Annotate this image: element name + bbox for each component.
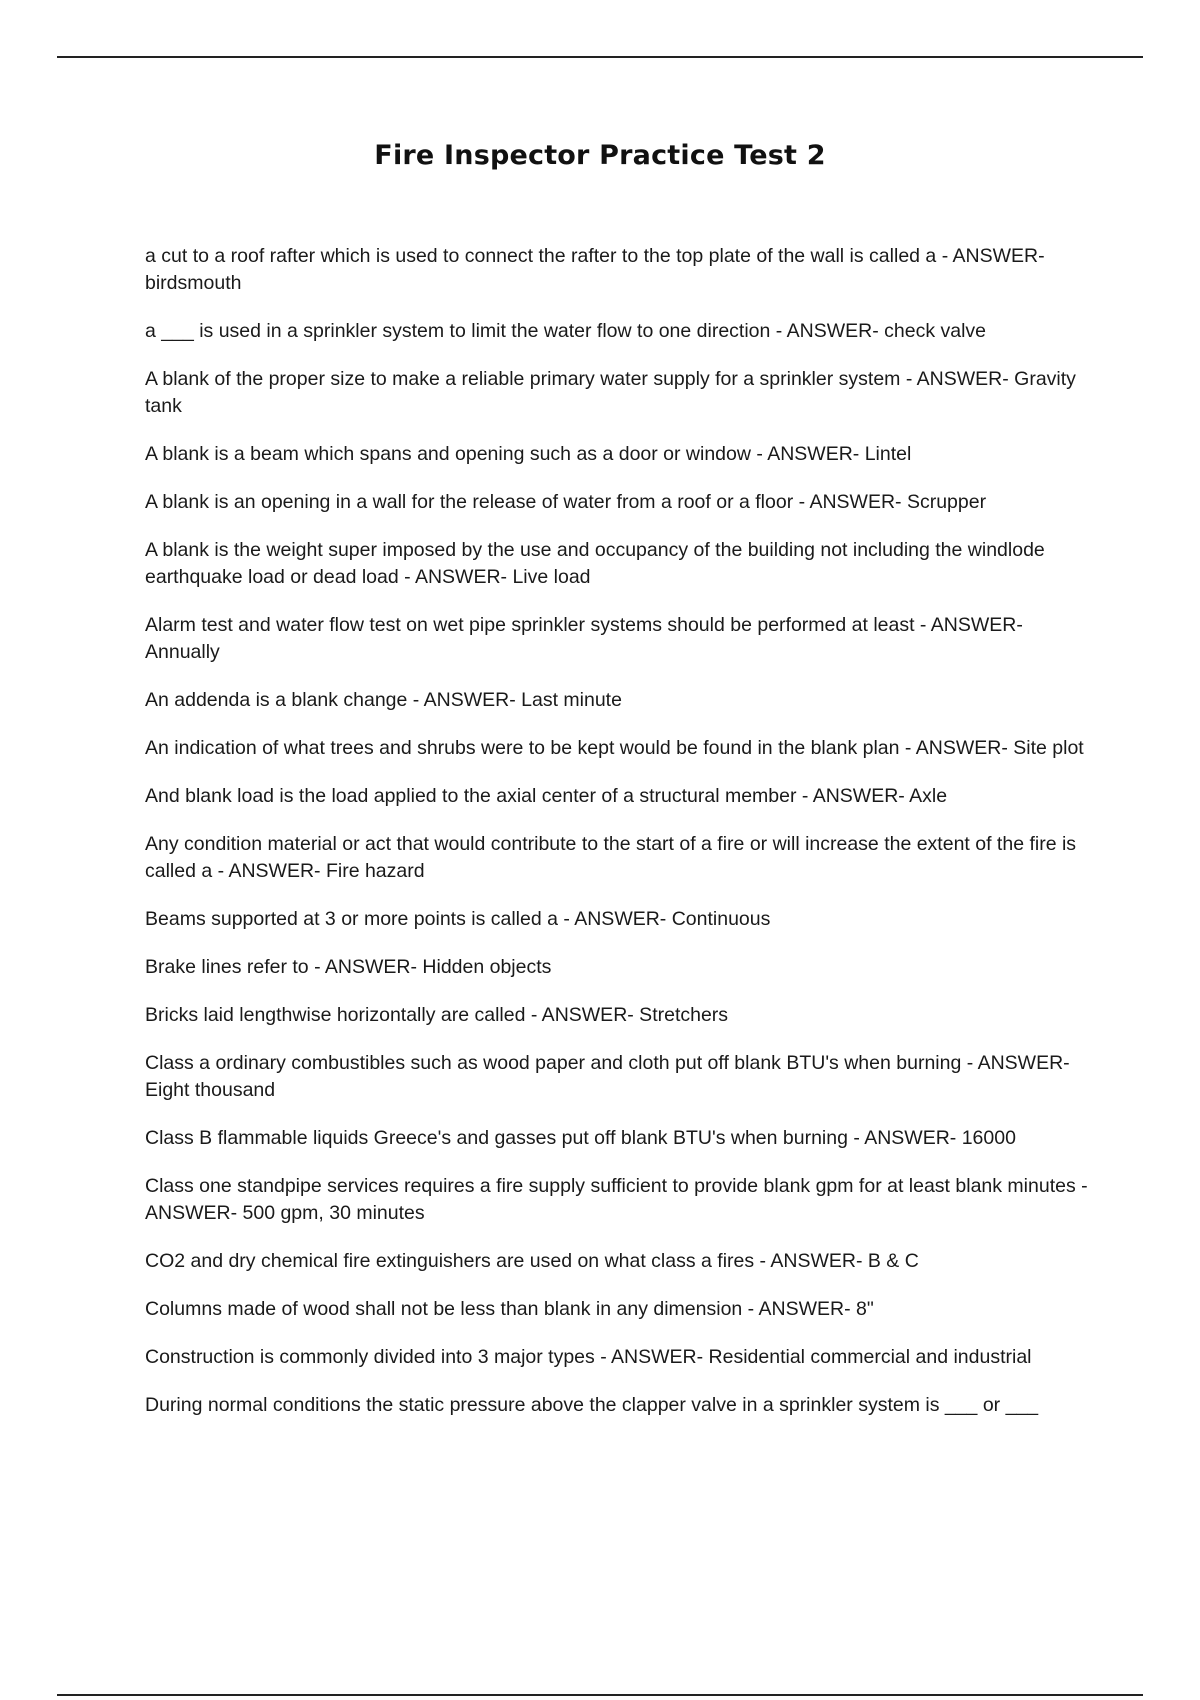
list-item: During normal conditions the static pressure above the clapper valve in a sprinkler system is ___ or ___	[145, 1394, 1039, 1416]
list-item: a cut to a roof rafter which is used to connect the rafter to the top plate of the wall is called a - ANSWER- birdsmouth	[145, 245, 1045, 294]
top-rule	[57, 56, 1143, 58]
list-item: A blank is the weight super imposed by the use and occupancy of the building not including the windlode earthquake load or dead load - ANSWER- Live load	[145, 539, 1045, 588]
question-list	[145, 243, 1090, 1440]
list-item: Alarm test and water flow test on wet pipe sprinkler systems should be performed at least - ANSWER- Annually	[145, 614, 1023, 663]
list-item: Beams supported at 3 or more points is called a - ANSWER- Continuous	[145, 908, 771, 930]
list-item: Brake lines refer to - ANSWER- Hidden objects	[145, 956, 552, 978]
list-item: And blank load is the load applied to the axial center of a structural member - ANSWER- Axle	[145, 785, 948, 807]
bottom-rule	[57, 1694, 1143, 1696]
list-item: A blank of the proper size to make a reliable primary water supply for a sprinkler system - ANSWER- Gravity tank	[145, 368, 1076, 417]
list-item: Construction is commonly divided into 3 major types - ANSWER- Residential commercial and industrial	[145, 1346, 1032, 1368]
list-item: Class one standpipe services requires a fire supply sufficient to provide blank gpm for at least blank minutes - ANSWER- 500 gpm, 30 minutes	[145, 1175, 1088, 1224]
list-item: Columns made of wood shall not be less than blank in any dimension - ANSWER- 8"	[145, 1298, 874, 1320]
list-item: Any condition material or act that would contribute to the start of a fire or will increase the extent of the fire is called a - ANSWER- Fire hazard	[145, 833, 1077, 882]
list-item: Class B flammable liquids Greece's and gasses put off blank BTU's when burning - ANSWER- 16000	[145, 1127, 1016, 1149]
list-item: An indication of what trees and shrubs were to be kept would be found in the blank plan - ANSWER- Site plot	[145, 737, 1084, 759]
list-item: CO2 and dry chemical fire extinguishers are used on what class a fires - ANSWER- B & C	[145, 1250, 919, 1272]
list-item: Bricks laid lengthwise horizontally are called - ANSWER- Stretchers	[145, 1004, 729, 1026]
list-item: An addenda is a blank change - ANSWER- Last minute	[145, 689, 622, 711]
list-item: A blank is a beam which spans and opening such as a door or window - ANSWER- Lintel	[145, 443, 912, 465]
list-item: Class a ordinary combustibles such as wood paper and cloth put off blank BTU's when burning - ANSWER- Eight thousand	[145, 1052, 1070, 1101]
page-title: Fire Inspector Practice Test 2	[374, 140, 826, 171]
list-item: a ___ is used in a sprinkler system to limit the water flow to one direction - ANSWER- check valve	[145, 320, 987, 342]
list-item: A blank is an opening in a wall for the release of water from a roof or a floor - ANSWER- Scrupper	[145, 491, 987, 513]
